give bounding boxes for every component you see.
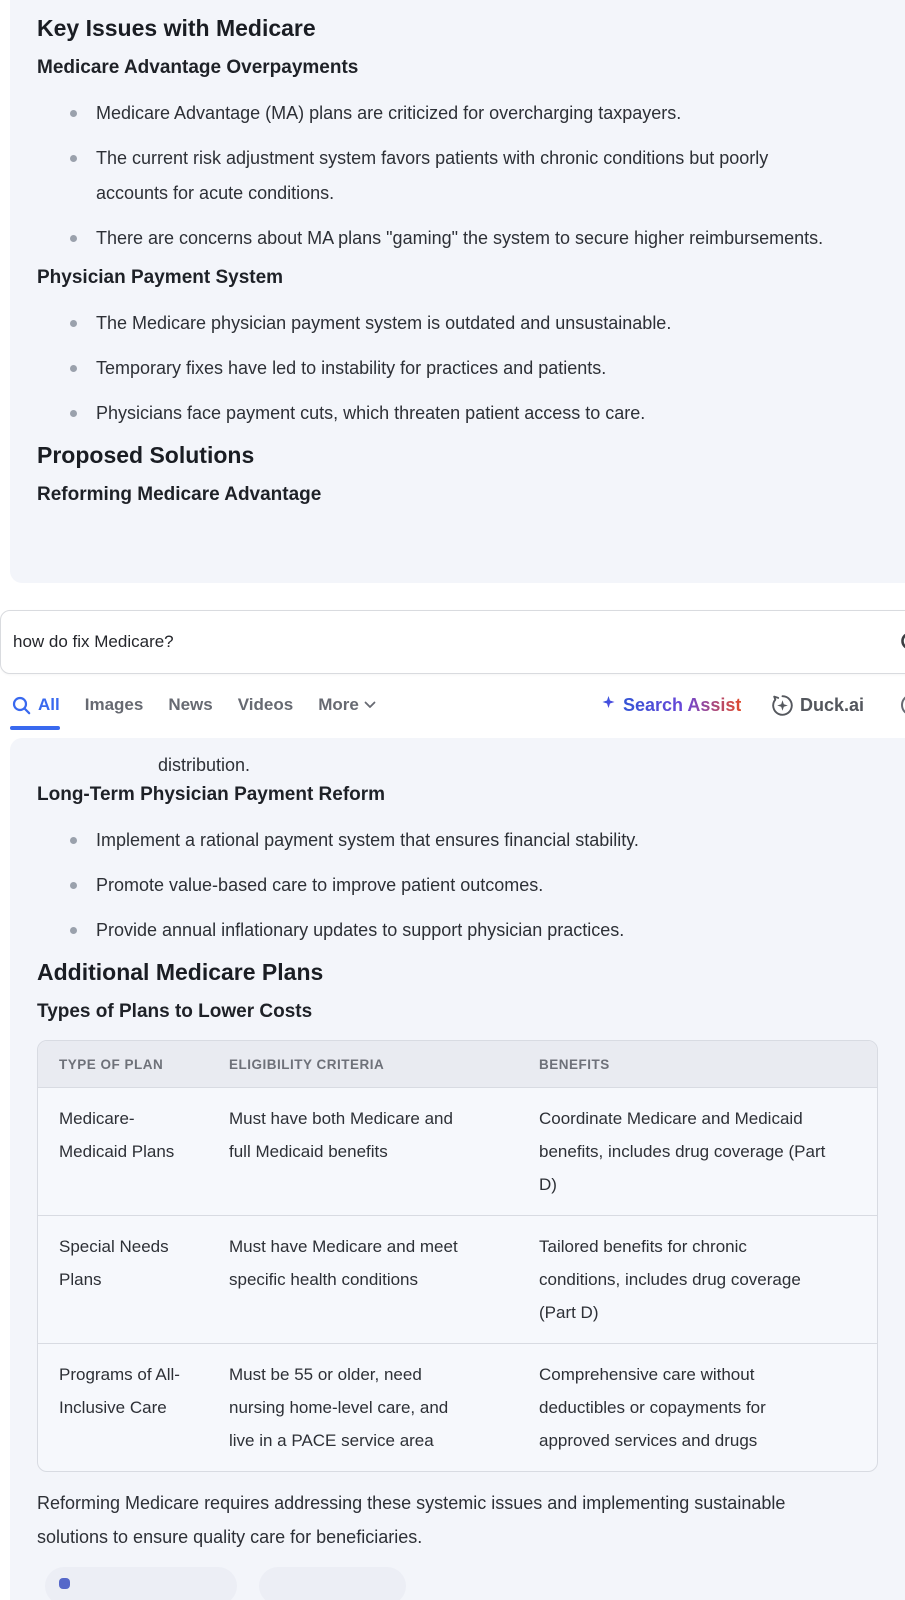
bullet-item: The current risk adjustment system favors patients with chronic conditions but poorly accounts for acute conditions.	[37, 141, 841, 211]
cell-plan-type: Medicare-Medicaid Plans	[38, 1087, 208, 1215]
table-row	[38, 1087, 878, 1215]
list-item-continuation: distribution.	[158, 755, 251, 775]
cell-benefits: Tailored benefits for chronic conditions, includes drug coverage (Part D)	[484, 1215, 878, 1343]
tab-all[interactable]	[12, 695, 60, 715]
bullet-item: Physicians face payment cuts, which threaten patient access to care.	[37, 396, 841, 431]
cell-benefits: Comprehensive care without deductibles or copayments for approved services and drugs	[484, 1343, 878, 1471]
tab-more[interactable]	[318, 695, 376, 715]
tab-group	[12, 680, 376, 730]
bullet-item: Implement a rational payment system that ensures financial stability.	[37, 823, 841, 858]
search-assist-button[interactable]	[593, 680, 741, 730]
ma-overpayments-heading: Medicare Advantage Overpayments	[37, 57, 359, 78]
search-tab-icon	[12, 696, 31, 715]
overflow-icon[interactable]	[898, 693, 905, 717]
plans-table-card	[37, 1040, 878, 1472]
table-row	[38, 1215, 878, 1343]
search-assist-label: Search Assist	[623, 694, 742, 715]
table-header-row	[38, 1041, 878, 1087]
bullet-item: The Medicare physician payment system is outdated and unsustainable.	[37, 306, 841, 341]
closing-paragraph: Reforming Medicare requires addressing these systemic issues and implementing sustainable solutions to ensure quality care for beneficiaries.	[37, 1493, 786, 1547]
active-tab-underline	[10, 726, 60, 730]
column-header-type: TYPE OF PLAN	[38, 1041, 208, 1087]
results-tab-bar	[0, 680, 905, 730]
followup-pills	[45, 1567, 905, 1600]
cell-eligibility: Must be 55 or older, need nursing home-level care, and live in a PACE service area	[208, 1343, 484, 1471]
ma-overpayments-list	[37, 96, 905, 256]
physician-payment-list	[37, 306, 905, 431]
duckai-label: Duck.ai	[800, 694, 865, 715]
cell-benefits: Coordinate Medicare and Medicaid benefits, includes drug coverage (Part D)	[484, 1087, 878, 1215]
search-input[interactable]	[1, 632, 905, 652]
answer-panel-top	[10, 0, 905, 583]
bullet-item: Temporary fixes have led to instability for practices and patients.	[37, 351, 841, 386]
answer-panel-bottom	[10, 738, 905, 1600]
search-assist-icon	[593, 694, 615, 716]
chevron-down-icon	[364, 701, 376, 709]
cell-plan-type: Special Needs Plans	[38, 1215, 208, 1343]
followup-pill-button[interactable]	[45, 1567, 237, 1600]
cell-eligibility: Must have Medicare and meet specific health conditions	[208, 1215, 484, 1343]
longterm-reform-list	[37, 823, 905, 948]
followup-pill-button[interactable]	[259, 1567, 406, 1600]
key-issues-heading: Key Issues with Medicare	[37, 15, 316, 41]
duckai-button[interactable]	[771, 680, 864, 730]
additional-plans-heading: Additional Medicare Plans	[37, 959, 324, 985]
bullet-item: Provide annual inflationary updates to support physician practices.	[37, 913, 841, 948]
tab-all-label: All	[38, 695, 60, 714]
longterm-reform-heading: Long-Term Physician Payment Reform	[37, 784, 386, 805]
column-header-benefits: BENEFITS	[484, 1041, 878, 1087]
reforming-ma-heading: Reforming Medicare Advantage	[37, 484, 322, 505]
plans-table	[38, 1041, 878, 1471]
pill-sparkle-icon	[59, 1578, 70, 1589]
bullet-item: There are concerns about MA plans "gaming" the system to secure higher reimbursements.	[37, 221, 841, 256]
plan-types-heading: Types of Plans to Lower Costs	[37, 1001, 313, 1022]
cell-plan-type: Programs of All-Inclusive Care	[38, 1343, 208, 1471]
tab-more-label: More	[318, 695, 359, 714]
column-header-eligibility: ELIGIBILITY CRITERIA	[208, 1041, 484, 1087]
tab-images[interactable]: Images	[84, 695, 144, 714]
tab-news[interactable]: News	[168, 695, 213, 714]
search-bar	[0, 610, 905, 674]
cell-eligibility: Must have both Medicare and full Medicaid benefits	[208, 1087, 484, 1215]
search-button-icon[interactable]	[899, 630, 905, 656]
physician-payment-heading: Physician Payment System	[37, 267, 284, 288]
tab-videos[interactable]: Videos	[237, 695, 294, 714]
bullet-item: Promote value-based care to improve patient outcomes.	[37, 868, 841, 903]
duckai-chat-sparkle-icon	[771, 694, 794, 717]
bullet-item: Medicare Advantage (MA) plans are criticized for overcharging taxpayers.	[37, 96, 841, 131]
table-row	[38, 1343, 878, 1471]
proposed-solutions-heading: Proposed Solutions	[37, 442, 255, 468]
